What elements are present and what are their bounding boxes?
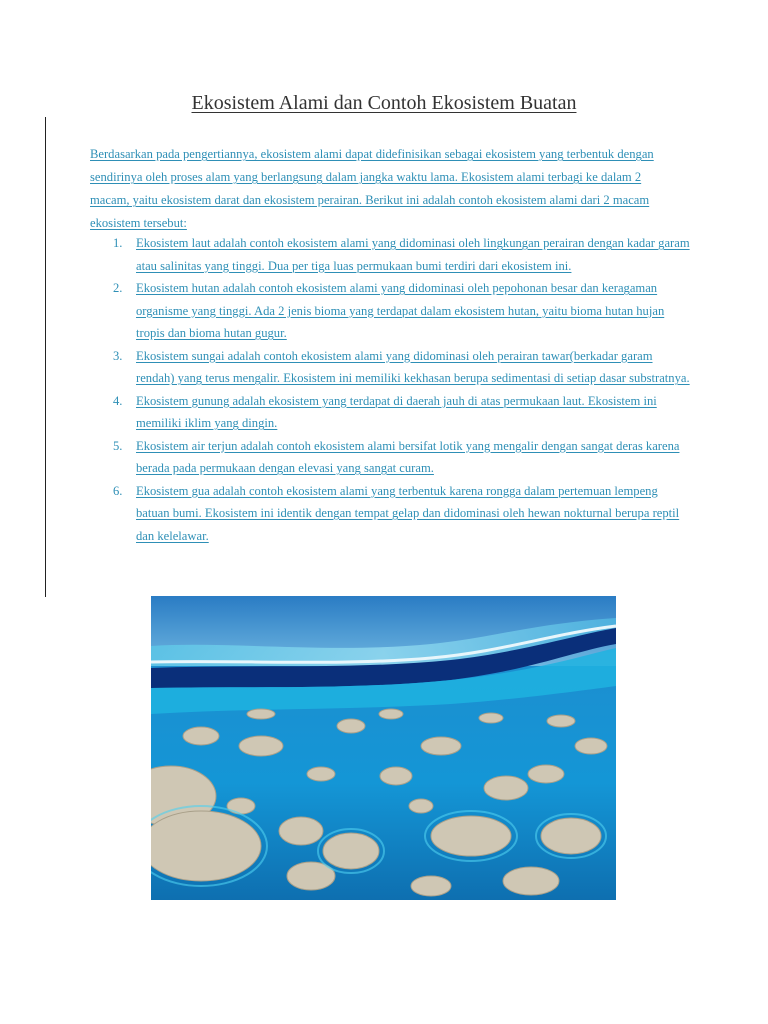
- reef-patch: [421, 737, 461, 755]
- list-item-text: Ekosistem laut adalah contoh ekosistem alami yang didominasi oleh lingkungan perairan dengan kadar garam atau salinitas yang tinggi. Dua per tiga luas permukaan bumi terdiri dari ekosistem ini.: [136, 236, 690, 273]
- intro-paragraph[interactable]: Berdasarkan pada pengertiannya, ekosistem alami dapat didefinisikan sebagai ekosistem yang terbentuk dengan sendirinya oleh proses alam yang berlangsung dalam jangka waktu lama. Ekosistem alami terbagi ke dalam 2 macam, yaitu ekosistem darat dan ekosistem perairan. Berikut ini adalah contoh ekosistem alami dari 2 macam ekosistem tersebut:: [90, 147, 654, 230]
- list-item[interactable]: [90, 277, 690, 345]
- list-item-number: 3.: [113, 348, 123, 363]
- list-item-number: 1.: [113, 236, 123, 250]
- reef-patch: [411, 876, 451, 896]
- list-item-number: 2.: [113, 281, 123, 295]
- reef-patch: [484, 776, 528, 800]
- reef-patch: [151, 811, 261, 881]
- reef-patch: [503, 867, 559, 895]
- reef-patch: [541, 818, 601, 854]
- reef-patch: [528, 765, 564, 783]
- reef-patch: [247, 709, 275, 719]
- list-item[interactable]: [90, 480, 690, 548]
- reef-patch: [380, 767, 412, 785]
- coral-reef-photo: [151, 596, 616, 900]
- page-margin-line: [45, 117, 46, 597]
- reef-patch: [431, 816, 511, 856]
- reef-patch: [279, 817, 323, 845]
- coral-reef-illustration: [151, 596, 616, 900]
- list-item[interactable]: [90, 345, 690, 390]
- list-item-number: 4.: [113, 393, 123, 408]
- reef-patch: [239, 736, 283, 756]
- reef-patch: [547, 715, 575, 727]
- reef-patch: [409, 799, 433, 813]
- reef-patch: [337, 719, 365, 733]
- list-item[interactable]: [90, 390, 690, 435]
- reef-patch: [227, 798, 255, 814]
- reef-patch: [379, 709, 403, 719]
- reef-patch: [323, 833, 379, 869]
- list-item[interactable]: [90, 232, 690, 277]
- list-item[interactable]: [90, 435, 690, 480]
- reef-patch: [183, 727, 219, 745]
- reef-patch: [479, 713, 503, 723]
- reef-patch: [307, 767, 335, 781]
- list-item-text: Ekosistem air terjun adalah contoh ekosistem alami bersifat lotik yang mengalir dengan sangat deras karena berada pada permukaan dengan elevasi yang sangat curam.: [136, 438, 680, 475]
- list-item-number: 5.: [113, 438, 123, 453]
- list-item-text: Ekosistem gua adalah contoh ekosistem alami yang terbentuk karena rongga dalam pertemuan lempeng batuan bumi. Ekosistem ini identik dengan tempat gelap dan didominasi oleh hewan nokturnal berupa reptil dan kelelawar.: [136, 483, 680, 543]
- list-item-number: 6.: [113, 483, 123, 498]
- ecosystem-list: [90, 232, 690, 547]
- list-item-text: Ekosistem gunung adalah ekosistem yang terdapat di daerah jauh di atas permukaan laut. Ekosistem ini memiliki iklim yang dingin.: [136, 393, 657, 430]
- reef-patch: [575, 738, 607, 754]
- list-item-text: Ekosistem sungai adalah contoh ekosistem alami yang didominasi oleh perairan tawar(berkadar garam rendah) yang terus mengalir. Ekosistem ini memiliki kekhasan berupa sedimentasi di setiap dasar substratnya.: [136, 348, 690, 385]
- document-title: Ekosistem Alami dan Contoh Ekosistem Buatan: [191, 92, 577, 114]
- list-item-text: Ekosistem hutan adalah contoh ekosistem alami yang didominasi oleh pepohonan besar dan keragaman organisme yang tinggi. Ada 2 jenis bioma yang terdapat dalam ekosistem hutan, yaitu bioma hutan hujan tropis dan bioma hutan gugur.: [136, 281, 665, 340]
